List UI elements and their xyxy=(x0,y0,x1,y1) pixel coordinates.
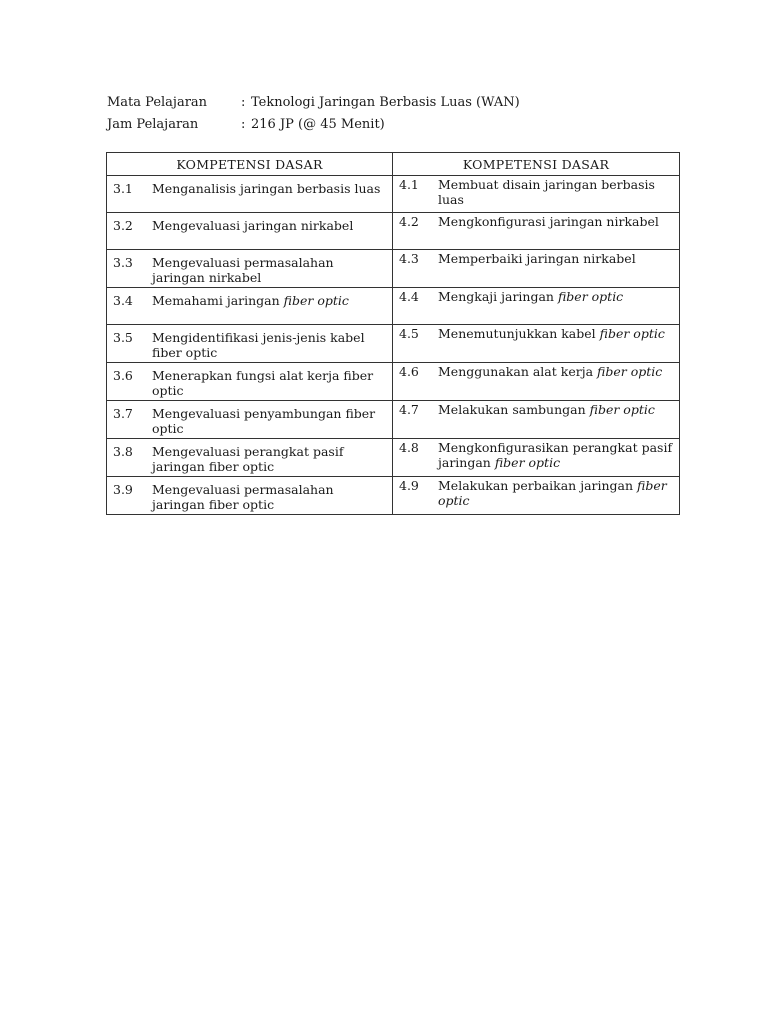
left-competency-item xyxy=(107,401,392,438)
competency-text-plain: Melakukan perbaikan jaringan xyxy=(438,478,638,493)
table-row xyxy=(107,176,680,213)
competency-text xyxy=(438,478,675,508)
competency-text-italic: fiber optic xyxy=(494,455,561,470)
left-competency-cell xyxy=(107,325,393,363)
left-competency-cell xyxy=(107,363,393,401)
table-row xyxy=(107,439,680,477)
right-competency-item xyxy=(393,477,679,510)
competency-text xyxy=(438,402,675,417)
competency-text-plain: Memahami jaringan xyxy=(152,293,284,308)
right-competency-item xyxy=(393,250,679,268)
competency-text-italic: fiber optic xyxy=(599,326,665,341)
competency-text xyxy=(152,293,388,308)
right-competency-cell xyxy=(393,250,680,288)
left-competency-cell xyxy=(107,401,393,439)
competency-number: 3.5 xyxy=(113,330,133,345)
right-competency-item xyxy=(393,401,679,419)
competency-number: 3.1 xyxy=(113,181,133,196)
competency-text xyxy=(438,214,675,229)
left-competency-item xyxy=(107,176,392,198)
left-competency-cell xyxy=(107,213,393,250)
left-competency-item xyxy=(107,477,392,514)
competency-text-plain: Mengevaluasi perangkat pasif jaringan fiber optic xyxy=(152,444,344,474)
table-row xyxy=(107,325,680,363)
right-competency-cell xyxy=(393,176,680,213)
competency-text xyxy=(152,482,388,512)
hours-value: 216 JP (@ 45 Menit) xyxy=(251,117,385,132)
table-row xyxy=(107,288,680,325)
competency-text xyxy=(438,326,675,341)
competency-text xyxy=(152,255,388,285)
competency-text-plain: Melakukan sambungan xyxy=(438,402,590,417)
competency-text xyxy=(152,444,388,474)
hours-label: Jam Pelajaran xyxy=(107,117,199,132)
table-row xyxy=(107,213,680,250)
competency-text-plain: Mengevaluasi permasalahan jaringan nirkabel xyxy=(152,255,334,285)
right-competency-cell xyxy=(393,288,680,325)
competency-text-plain: Menerapkan fungsi alat kerja fiber optic xyxy=(152,368,374,398)
left-competency-item xyxy=(107,288,392,310)
right-competency-item xyxy=(393,325,679,343)
competency-number: 3.4 xyxy=(113,293,133,308)
right-competency-item xyxy=(393,213,679,231)
competency-text xyxy=(438,177,675,207)
hours-row xyxy=(107,114,520,136)
subject-value: Teknologi Jaringan Berbasis Luas (WAN) xyxy=(251,95,520,110)
competency-text-italic: fiber optic xyxy=(283,293,349,308)
competency-text xyxy=(438,364,675,379)
left-competency-cell xyxy=(107,176,393,213)
left-column-header: KOMPETENSI DASAR xyxy=(107,153,393,176)
competency-number: 3.9 xyxy=(113,482,133,497)
left-competency-item xyxy=(107,213,392,235)
competency-text-plain: Mengkonfigurasi jaringan nirkabel xyxy=(438,214,659,229)
subject-label: Mata Pelajaran xyxy=(107,95,208,110)
competency-number: 3.8 xyxy=(113,444,133,459)
competency-text-plain: Menggunakan alat kerja xyxy=(438,364,598,379)
competency-number: 3.3 xyxy=(113,255,133,270)
table-header-row xyxy=(107,153,680,176)
right-competency-cell xyxy=(393,325,680,363)
right-competency-item xyxy=(393,363,679,381)
competency-number: 4.4 xyxy=(399,289,419,304)
competency-text-italic: fiber optic xyxy=(557,289,624,304)
competency-text-plain: Menemutunjukkan kabel xyxy=(438,326,600,341)
competency-text-plain: Mengkaji jaringan xyxy=(438,289,558,304)
left-competency-cell xyxy=(107,250,393,288)
table-body xyxy=(107,176,680,515)
competency-number: 3.6 xyxy=(113,368,133,383)
right-competency-cell xyxy=(393,439,680,477)
document-header xyxy=(107,92,520,136)
right-competency-item xyxy=(393,288,679,306)
competency-number: 4.6 xyxy=(399,364,419,379)
left-competency-item xyxy=(107,363,392,400)
left-competency-cell xyxy=(107,477,393,515)
competency-number: 4.5 xyxy=(399,326,419,341)
left-competency-item xyxy=(107,325,392,362)
competency-text-plain: Menganalisis jaringan berbasis luas xyxy=(152,181,381,196)
hours-separator: : xyxy=(241,117,246,132)
competency-number: 4.9 xyxy=(399,478,419,493)
competency-text xyxy=(152,330,388,360)
table-row xyxy=(107,477,680,515)
right-competency-cell xyxy=(393,363,680,401)
competency-number: 3.7 xyxy=(113,406,133,421)
competency-text-plain: Memperbaiki jaringan nirkabel xyxy=(438,251,636,266)
competency-text-italic: fiber optic xyxy=(438,478,667,508)
competency-number: 4.2 xyxy=(399,214,419,229)
subject-separator: : xyxy=(241,95,246,110)
left-competency-cell xyxy=(107,439,393,477)
competency-text xyxy=(438,440,675,470)
competency-text-italic: fiber optic xyxy=(589,402,655,417)
competency-number: 4.3 xyxy=(399,251,419,266)
competency-text xyxy=(152,181,388,196)
competency-text xyxy=(438,251,675,266)
competency-text xyxy=(438,289,675,304)
competency-text-plain: Mengkonfigurasikan perangkat pasif jaringan xyxy=(438,440,673,470)
competency-text xyxy=(152,368,388,398)
table-row xyxy=(107,250,680,288)
table-row xyxy=(107,401,680,439)
competency-number: 4.8 xyxy=(399,440,419,455)
competency-text-plain: Mengevaluasi penyambungan fiber optic xyxy=(152,406,376,436)
table-row xyxy=(107,363,680,401)
left-competency-cell xyxy=(107,288,393,325)
left-competency-item xyxy=(107,439,392,476)
competency-text xyxy=(152,218,388,233)
competency-text-plain: Mengevaluasi permasalahan jaringan fiber optic xyxy=(152,482,334,512)
competency-number: 4.7 xyxy=(399,402,419,417)
competency-text-plain: Mengevaluasi jaringan nirkabel xyxy=(152,218,354,233)
competency-text-plain: Membuat disain jaringan berbasis luas xyxy=(438,177,655,207)
competency-text-italic: fiber optic xyxy=(597,364,663,379)
competency-text-plain: Mengidentifikasi jenis-jenis kabel fiber optic xyxy=(152,330,365,360)
right-column-header: KOMPETENSI DASAR xyxy=(393,153,680,176)
right-competency-cell xyxy=(393,401,680,439)
subject-row xyxy=(107,92,520,114)
right-competency-cell xyxy=(393,213,680,250)
right-competency-item xyxy=(393,439,679,472)
competency-number: 3.2 xyxy=(113,218,133,233)
competency-number: 4.1 xyxy=(399,177,419,192)
left-competency-item xyxy=(107,250,392,287)
right-competency-cell xyxy=(393,477,680,515)
competency-table xyxy=(106,152,680,515)
competency-text xyxy=(152,406,388,436)
right-competency-item xyxy=(393,176,679,209)
